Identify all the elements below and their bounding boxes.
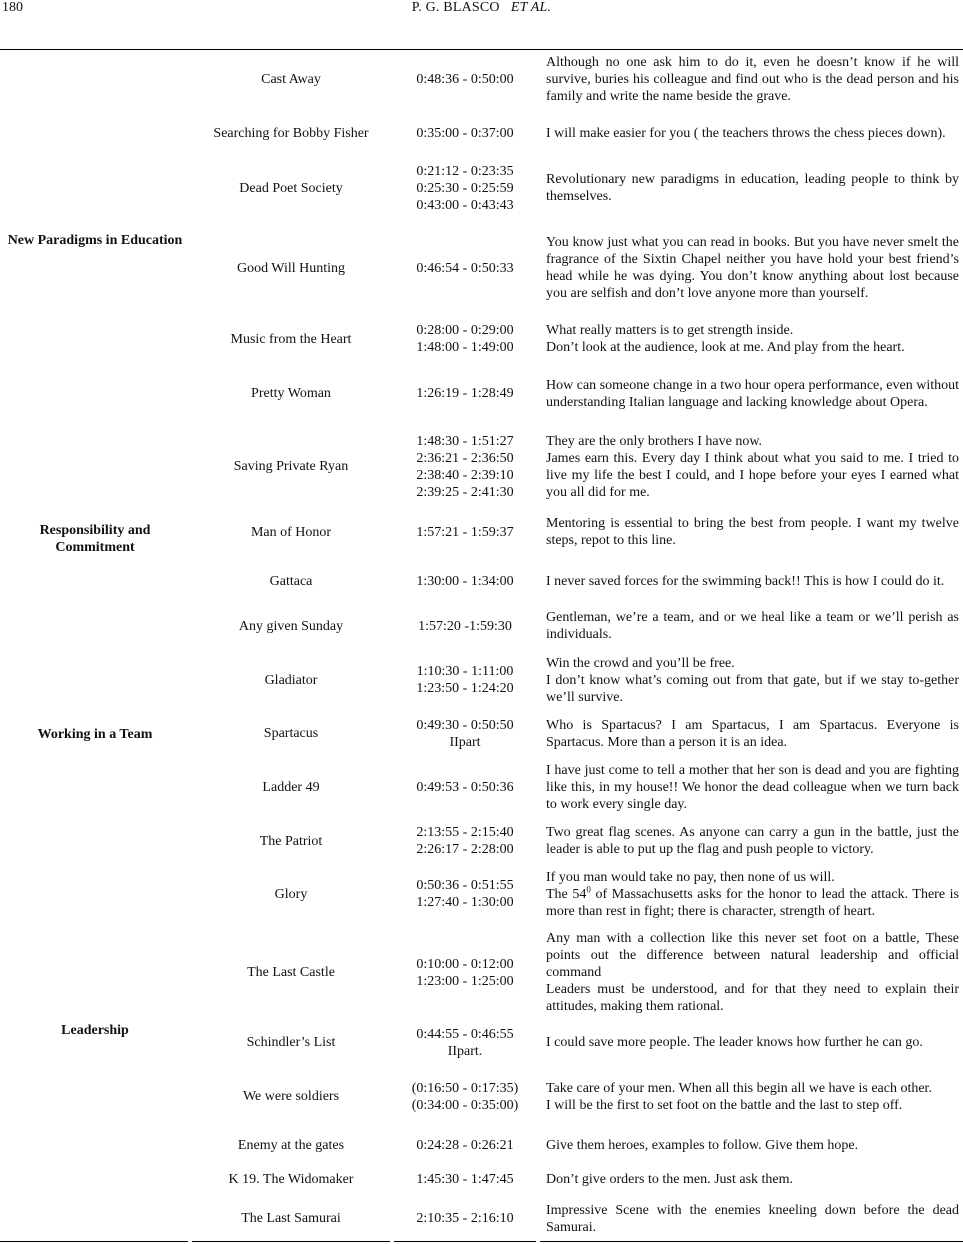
scene-description: Although no one ask him to do it, even he doesn’t know if he will survive, buries his colleague and find out who is the dead person and his family and write the name beside the grave. [546,55,959,104]
timecode-cell [392,649,538,711]
film-title-cell: Schindler’s List [246,1035,336,1050]
scene-description-cell [538,756,963,819]
film-title-cell: Pretty Woman [251,386,331,401]
film-title-cell: Man of Honor [250,524,332,540]
scene-description-cell [538,1020,963,1065]
timecode: 0:10:00 - 0:12:00 [416,956,514,972]
scene-description: Don’t look at the audience, look at me. And play from the heart. [546,340,905,355]
category-cell: Responsibility and Commitment [39,523,151,555]
film-title-cell: Enemy at the gates [237,1137,345,1153]
timecode-cell [392,358,538,429]
scene-description: Take care of your men. When all this begin all we have is each other. [546,1080,932,1096]
scene-description-cell [538,52,963,107]
scene-description: You know just what you can read in books. But you have never smelt the fragrance of the Sixtin Chapel neither you have hold your best friend’s head while he was dying. You don’t know anything about lost because you are selfish and don’t love anyone more than yourself. [546,235,959,301]
timecode-cell [392,216,538,320]
scene-description-cell [538,560,963,603]
timecode: (0:16:50 - 0:17:35) [411,1080,519,1096]
scene-description: Give them heroes, examples to follow. Give them hope. [546,1137,859,1153]
table-row [0,52,963,107]
scene-description: Win the crowd and you’ll be free. [546,655,735,671]
scene-description-text: The 54 [546,886,587,902]
film-title-cell: Cast Away [261,72,321,87]
scene-description-cell [538,107,963,160]
timecode: 0:44:55 - 0:46:55 [416,1026,514,1042]
timecode: 1:23:50 - 1:24:20 [416,681,514,696]
timecode-cell [392,819,538,863]
film-title-cell: The Patriot [259,833,323,849]
page-number: 180 [2,0,23,15]
scene-description-cell [538,863,963,925]
timecode: 2:13:55 - 2:15:40 [416,825,514,840]
film-title-cell: Saving Private Ryan [233,459,349,474]
timecode: 1:26:19 - 1:28:49 [416,386,514,401]
film-title-cell: Gladiator [264,672,318,688]
timecode: (0:34:00 - 0:35:00) [411,1097,519,1113]
scene-description: Who is Spartacus? I am Spartacus, I am Spartacus. Everyone is Spartacus. More than a person it is an idea. [546,717,959,750]
film-title-cell: Glory [274,886,308,902]
timecode-cell [392,52,538,107]
scene-description: If you man would take no pay, then none of us will. [546,869,835,885]
scene-description-cell [538,429,963,504]
scene-description: James earn this. Every day I think about what you said to me. I tried to live my life the best I could, and I hope before your eyes I earned what you all did for me. [546,450,959,500]
film-title-cell: The Last Castle [247,965,335,980]
timecode: 1:27:40 - 1:30:00 [416,895,514,910]
table-top-rule [0,49,963,50]
scene-description-cell [538,649,963,711]
film-title-cell: Searching for Bobby Fisher [213,126,369,141]
scene-description-cell [538,711,963,756]
film-title-cell: The Last Samurai [241,1211,341,1226]
timecode-cell [392,160,538,216]
table-row [0,429,963,504]
timecode: IIpart. [447,1043,483,1059]
timecode: 0:43:00 - 0:43:43 [416,197,514,213]
film-title-cell: K 19. The Widomaker [228,1171,354,1187]
timecode-cell [392,756,538,819]
scene-description-cell [538,1162,963,1196]
timecode-cell [392,107,538,160]
scene-description-cell [538,216,963,320]
film-title-cell: Dead Poet Society [239,180,343,196]
scene-description: Mentoring is essential to bring the best from people. I want my twelve steps, repot to this line. [546,516,959,548]
timecode: 0:46:54 - 0:50:33 [416,260,514,276]
scene-description: Leaders must be understood, and for that they need to explain their attitudes, making them rational. [546,982,959,1014]
scene-description: I have just come to tell a mother that her son is dead and you are fighting like this, in my house!! We honor the dead colleague when we turn back to work every single day. [546,763,959,812]
scene-description: I never saved forces for the swimming back!! This is how I could do it. [546,574,945,589]
timecode-cell [392,1162,538,1196]
category-cell: Working in a Team [37,726,153,742]
timecode: 1:30:00 - 1:34:00 [416,574,514,589]
timecode: 0:28:00 - 0:29:00 [416,323,514,338]
category-cell: Leadership [61,1022,129,1038]
scene-description-cell [538,819,963,863]
timecode: 2:10:35 - 2:16:10 [416,1211,514,1226]
timecode-cell [392,560,538,603]
timecode: 1:48:00 - 1:49:00 [416,340,514,355]
timecode-cell [392,863,538,925]
timecode-cell [392,1128,538,1162]
scene-description-cell [538,160,963,216]
film-title-cell: Gattaca [269,574,313,589]
scene-description: They are the only brothers I have now. [546,433,763,449]
table-row [0,819,963,863]
film-title-cell: Music from the Heart [230,331,352,347]
timecode: 0:21:12 - 0:23:35 [416,163,514,179]
scene-description-cell [538,603,963,649]
scene-description: What really matters is to get strength inside. [546,323,794,338]
running-head [0,0,963,16]
scene-description: I could save more people. The leader knows how further he can go. [546,1035,923,1050]
timecode: 0:49:30 - 0:50:50 [416,717,514,733]
timecode: 0:25:30 - 0:25:59 [416,180,514,196]
film-title-cell: We were soldiers [242,1089,340,1104]
running-head-et-al: ET AL. [510,0,552,15]
scene-description: How can someone change in a two hour opera performance, even without understanding Italian language and lacking knowledge about Opera. [546,377,959,410]
timecode-cell [392,320,538,358]
timecode-cell [392,504,538,560]
superscript: 0 [586,883,591,894]
timecode-cell [392,1196,538,1241]
timecode-cell [392,603,538,649]
scene-description: I will make easier for you ( the teachers throws the chess pieces down). [546,126,946,141]
timecode: 2:38:40 - 2:39:10 [416,467,514,483]
timecode-cell [392,925,538,1020]
table-body [0,52,963,1241]
timecode: IIpart [449,734,481,750]
scene-description: Revolutionary new paradigms in education, leading people to think by themselves. [546,172,959,204]
timecode: 2:26:17 - 2:28:00 [416,842,514,857]
timecode: 2:39:25 - 2:41:30 [416,484,514,500]
film-title-cell: Good Will Hunting [236,260,346,276]
page-header [0,0,963,22]
timecode: 1:23:00 - 1:25:00 [416,973,514,989]
scene-description: Any man with a collection like this never set foot on a battle, These points out the difference between natural leadership and official command [546,931,959,980]
scene-description-cell [538,504,963,560]
film-title-cell: Any given Sunday [238,618,344,634]
timecode-cell [392,429,538,504]
timecode-cell [392,711,538,756]
scene-description-cell [538,358,963,429]
table-row [0,649,963,711]
scene-description: Two great flag scenes. As anyone can carry a gun in the battle, just the leader is able to put up the flag and push people to victory. [546,825,959,857]
film-title-cell: Ladder 49 [262,780,320,795]
timecode: 0:24:28 - 0:26:21 [416,1137,514,1153]
scene-description: Gentleman, we’re a team, and or we heal like a team or we’ll perish as individuals. [546,610,959,642]
timecode: 0:48:36 - 0:50:00 [416,72,514,87]
scene-description [546,883,960,920]
scene-description: I will be the first to set foot on the battle and the last to step off. [546,1097,903,1113]
timecode-cell [392,1020,538,1065]
timecode: 1:10:30 - 1:11:00 [416,664,514,679]
timecode: 0:50:36 - 0:51:55 [416,878,514,893]
timecode-cell [392,1065,538,1128]
timecode: 2:36:21 - 2:36:50 [416,450,514,466]
timecode: 0:49:53 - 0:50:36 [416,780,514,795]
scene-description-cell [538,1196,963,1241]
category-cell: New Paradigms in Education [7,233,183,248]
timecode: 1:48:30 - 1:51:27 [416,433,514,449]
timecode: 0:35:00 - 0:37:00 [416,126,514,141]
scene-description: Impressive Scene with the enemies kneeling down before the dead Samurai. [546,1202,959,1235]
scene-description-text: of Massachusetts asks for the honor to lead the attack. There is more than rest in fight; there is character, strength of heart. [546,886,960,919]
film-title-cell: Spartacus [263,726,319,741]
film-scenes-table [0,52,963,1241]
scene-description-cell [538,320,963,358]
timecode: 1:57:21 - 1:59:37 [416,524,514,540]
scene-description: I don’t know what’s coming out from that gate, but if we stay to-gether we’ll survive. [546,672,959,705]
scene-description-cell [538,1128,963,1162]
timecode: 1:45:30 - 1:47:45 [416,1171,514,1187]
scene-description-cell [538,925,963,1020]
scene-description-cell [538,1065,963,1128]
running-head-authors: P. G. BLASCO [411,0,500,15]
scene-description: Don’t give orders to the men. Just ask them. [546,1171,794,1187]
timecode: 1:57:20 -1:59:30 [418,618,512,634]
